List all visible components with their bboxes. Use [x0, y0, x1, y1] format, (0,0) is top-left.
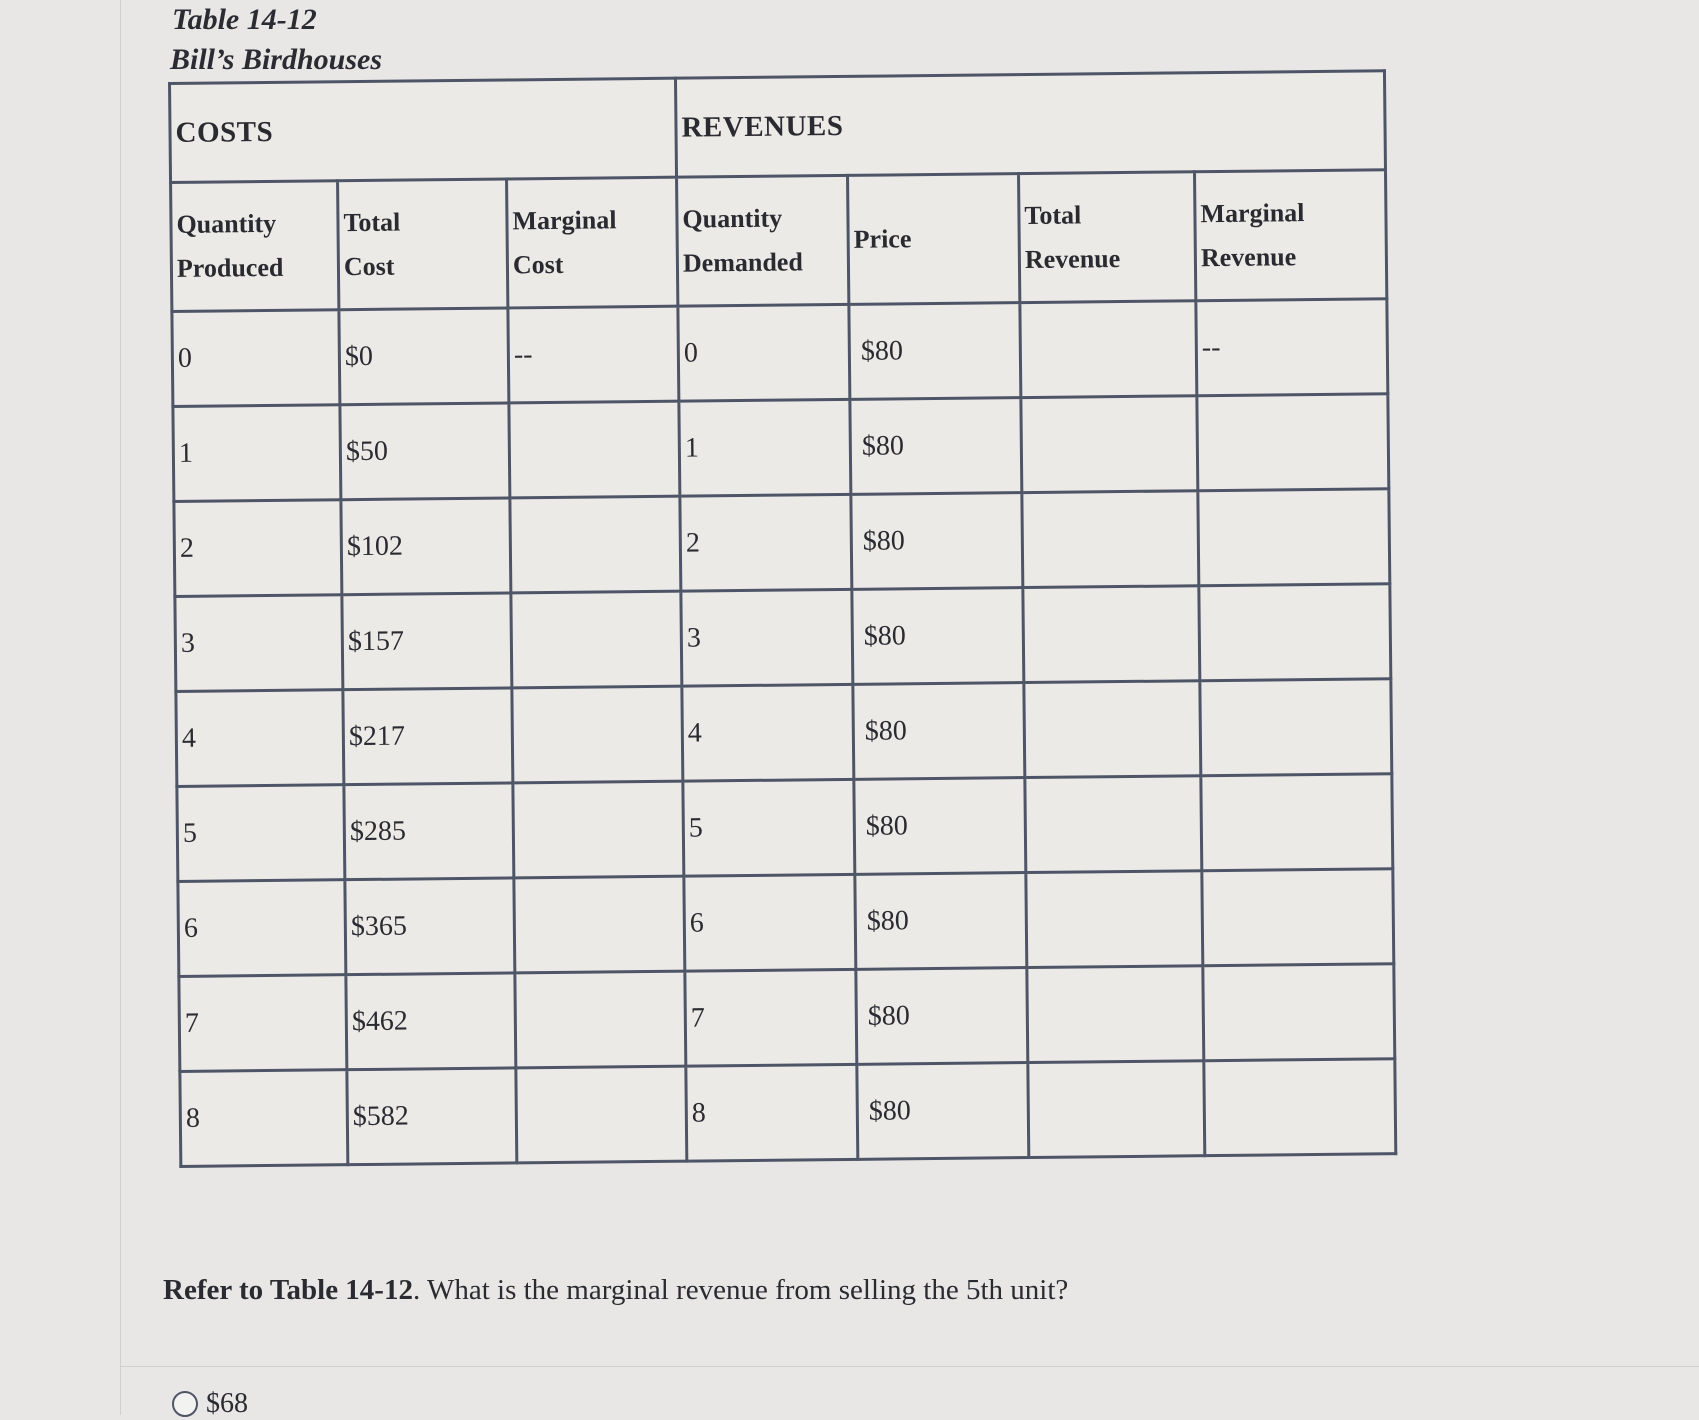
table-row: [172, 299, 1388, 407]
cell-marginal-revenue: [1201, 774, 1393, 871]
question-text: [163, 1274, 1068, 1307]
cell-price: $80: [857, 1063, 1029, 1160]
cell-quantity-demanded: 8: [686, 1064, 858, 1161]
cell-marginal-revenue: [1199, 584, 1391, 681]
cell-price: $80: [854, 778, 1026, 875]
cell-quantity-produced: 2: [174, 500, 342, 597]
cell-total-cost: $217: [343, 688, 513, 785]
cell-marginal-cost: [516, 1066, 687, 1163]
cell-total-revenue: [1024, 681, 1201, 778]
radio-button[interactable]: [172, 1391, 198, 1417]
cell-marginal-cost: [514, 876, 685, 973]
cell-marginal-revenue: [1200, 679, 1392, 776]
table-row: [176, 679, 1392, 787]
cell-quantity-produced: 3: [175, 595, 343, 692]
cell-quantity-produced: 0: [172, 310, 340, 407]
cell-price: $80: [855, 873, 1027, 970]
cell-quantity-demanded: 3: [681, 589, 853, 686]
table-title: Table 14-12: [172, 3, 317, 36]
cell-marginal-cost: [510, 496, 681, 593]
col-total-revenue: Total Revenue: [1019, 172, 1196, 303]
cell-price: $80: [849, 303, 1021, 400]
cell-price: $80: [852, 588, 1024, 685]
birdhouse-table: [168, 69, 1397, 1168]
table-row: [175, 584, 1391, 692]
table-row: [177, 774, 1393, 882]
cell-quantity-demanded: 7: [685, 969, 857, 1066]
cell-marginal-revenue: [1198, 489, 1390, 586]
costs-header: COSTS: [170, 78, 677, 182]
cell-quantity-demanded: 5: [683, 779, 855, 876]
cell-total-cost: $102: [341, 498, 511, 595]
cell-total-revenue: [1028, 1061, 1205, 1158]
table-row: [179, 964, 1395, 1072]
cell-marginal-cost: [509, 401, 680, 498]
col-quantity-demanded: Quantity Demanded: [677, 175, 849, 306]
cell-total-cost: $365: [345, 878, 515, 975]
cell-total-revenue: [1025, 776, 1202, 873]
cell-total-cost: $0: [339, 308, 509, 405]
col-marginal-revenue: Marginal Revenue: [1194, 170, 1386, 301]
section-header-row: [170, 71, 1386, 183]
col-price: Price: [848, 174, 1020, 305]
answer-label: $68: [206, 1388, 248, 1419]
revenues-header: REVENUES: [675, 71, 1385, 177]
cell-marginal-revenue: [1197, 394, 1389, 491]
cell-total-revenue: [1020, 301, 1197, 398]
table-row: [174, 489, 1390, 597]
cell-quantity-produced: 1: [173, 405, 341, 502]
cell-marginal-revenue: --: [1196, 299, 1388, 396]
col-total-cost: Total Cost: [338, 179, 508, 310]
cell-quantity-produced: 8: [180, 1070, 348, 1167]
col-marginal-cost: Marginal Cost: [507, 177, 678, 308]
cell-price: $80: [856, 968, 1028, 1065]
table-subtitle: Bill’s Birdhouses: [170, 43, 383, 76]
cell-price: $80: [853, 683, 1025, 780]
cell-marginal-revenue: [1203, 964, 1395, 1061]
cell-quantity-demanded: 6: [684, 874, 856, 971]
cell-quantity-produced: 5: [177, 785, 345, 882]
cell-quantity-demanded: 0: [678, 304, 850, 401]
cell-quantity-demanded: 2: [680, 494, 852, 591]
cell-total-revenue: [1021, 396, 1198, 493]
cell-marginal-cost: [513, 781, 684, 878]
cell-price: $80: [851, 493, 1023, 590]
cell-marginal-cost: [515, 971, 686, 1068]
page-left-border: [120, 0, 121, 1415]
cell-marginal-cost: [511, 591, 682, 688]
cell-quantity-produced: 7: [179, 975, 347, 1072]
cell-marginal-revenue: [1204, 1059, 1396, 1156]
table-row: [178, 869, 1394, 977]
cell-total-cost: $462: [346, 973, 516, 1070]
cell-total-revenue: [1027, 966, 1204, 1063]
cell-quantity-demanded: 4: [682, 684, 854, 781]
cell-quantity-produced: 4: [176, 690, 344, 787]
question-body: . What is the marginal revenue from selling the 5th unit?: [412, 1274, 1069, 1306]
cell-total-revenue: [1026, 871, 1203, 968]
cell-total-cost: $285: [344, 783, 514, 880]
cell-quantity-produced: 6: [178, 880, 346, 977]
cell-quantity-demanded: 1: [679, 399, 851, 496]
cell-total-cost: $157: [342, 593, 512, 690]
cell-total-cost: $582: [347, 1068, 517, 1165]
cell-total-cost: $50: [340, 403, 510, 500]
table-row: [173, 394, 1389, 502]
cell-total-revenue: [1022, 491, 1199, 588]
cell-price: $80: [850, 398, 1022, 495]
cell-marginal-cost: --: [508, 306, 679, 403]
cell-marginal-cost: [512, 686, 683, 783]
cell-total-revenue: [1023, 586, 1200, 683]
table-row: [180, 1059, 1396, 1167]
section-divider: [120, 1366, 1699, 1367]
cell-marginal-revenue: [1202, 869, 1394, 966]
table-container: [168, 69, 1394, 1168]
column-header-row: [171, 170, 1387, 312]
col-quantity-produced: Quantity Produced: [171, 181, 339, 312]
question-reference: Refer to Table 14-12: [163, 1274, 413, 1306]
answer-option[interactable]: [172, 1388, 248, 1420]
